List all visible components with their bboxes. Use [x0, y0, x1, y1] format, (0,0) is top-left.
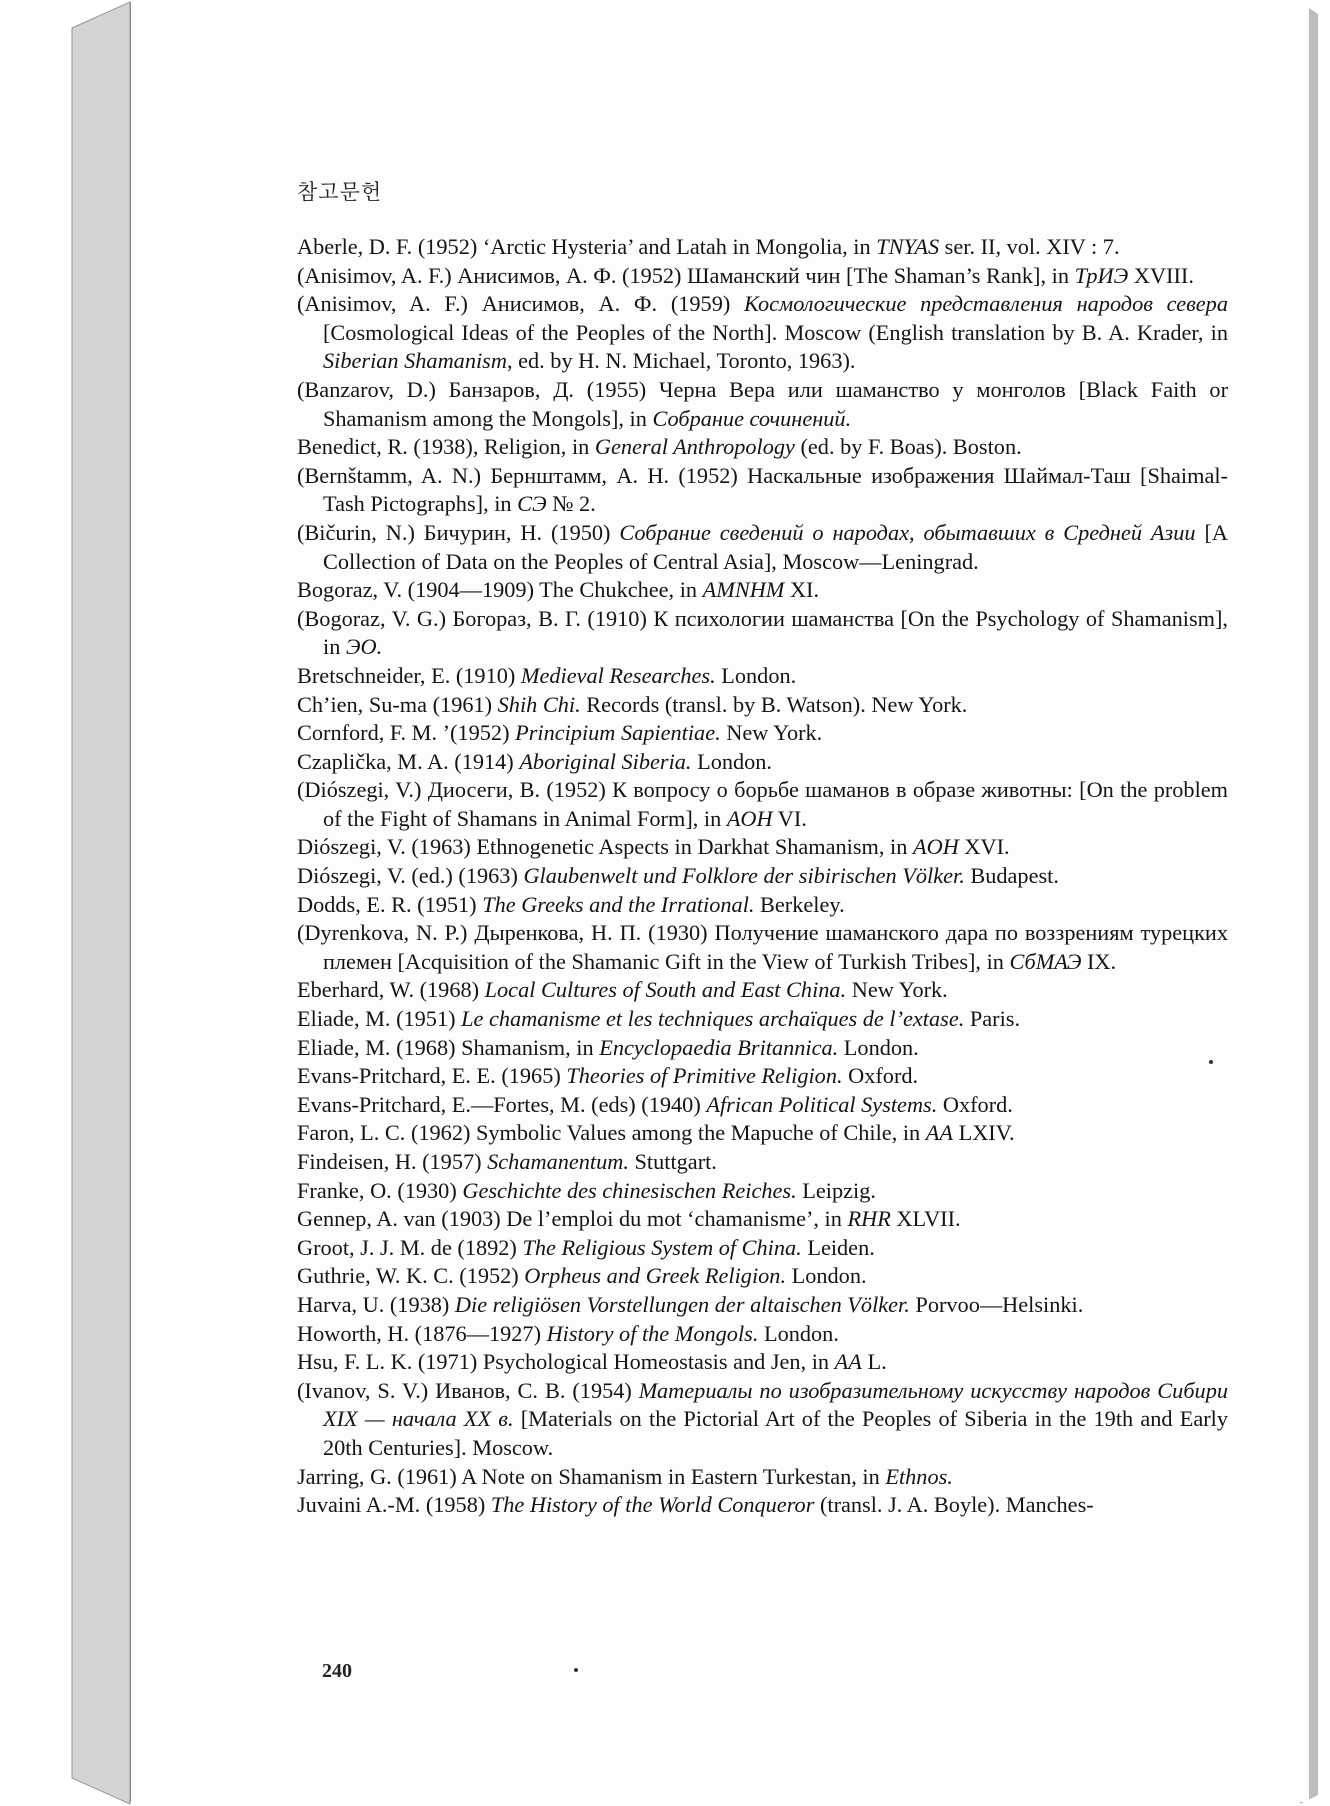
reference-entry: [297, 776, 1228, 833]
reference-text: Eliade, M. (1951): [297, 1006, 462, 1032]
reference-text: Records (transl. by B. Watson). New York.: [580, 691, 968, 717]
reference-text: XLVII.: [890, 1206, 961, 1232]
reference-title-italic: General Anthropology: [594, 434, 795, 460]
reference-text: New York.: [720, 720, 823, 746]
reference-text: Juvaini A.-M. (1958): [297, 1492, 491, 1518]
reference-list: [297, 233, 1228, 1520]
scan-speck: [574, 1668, 578, 1672]
reference-text: (ed. by F. Boas). Boston.: [794, 434, 1022, 460]
reference-text: Czaplička, M. A. (1914): [297, 748, 520, 774]
reference-text: Diószegi, V. (1963) Ethnogenetic Aspects in Darkhat Shamanism, in: [297, 834, 913, 860]
reference-entry: [297, 891, 1228, 920]
reference-text: London.: [691, 748, 773, 774]
reference-entry: [297, 1205, 1228, 1234]
reference-text: Ch’ien, Su-ma (1961): [297, 691, 498, 717]
reference-text: (Bičurin, N.) Бичурин, Н. (1950): [297, 519, 620, 545]
reference-text: Budapest.: [964, 863, 1059, 889]
reference-entry: [297, 262, 1228, 291]
reference-title-italic: Orpheus and Greek Religion.: [524, 1263, 787, 1289]
reference-title-italic: AOH: [726, 805, 773, 831]
reference-title-italic: Aboriginal Siberia.: [519, 748, 692, 774]
reference-text: № 2.: [546, 491, 596, 517]
reference-text: London.: [715, 662, 797, 688]
reference-title-italic: AA: [834, 1349, 862, 1375]
reference-entry: [297, 1234, 1228, 1263]
reference-text: Howorth, H. (1876—1927): [297, 1320, 547, 1346]
reference-entry: [297, 462, 1228, 519]
reference-text: Findeisen, H. (1957): [297, 1149, 488, 1174]
reference-text: Bogoraz, V. (1904—1909) The Chukchee, in: [297, 577, 703, 603]
reference-title-italic: African Political Systems.: [706, 1091, 938, 1117]
reference-title-italic: Principium Sapientiae.: [515, 720, 721, 746]
reference-entry: [297, 605, 1228, 662]
reference-entry: [297, 1377, 1228, 1463]
reference-text: Aberle, D. F. (1952) ‘Arctic Hysteria’ and Latah in Mongolia, in: [297, 234, 877, 259]
reference-entry: [297, 1348, 1228, 1377]
reference-text: Leiden.: [801, 1234, 875, 1260]
reference-text: Benedict, R. (1938), Religion, in: [297, 434, 595, 460]
reference-entry: [297, 662, 1228, 691]
reference-text: , ed. by H. N. Michael, Toronto, 1963).: [506, 348, 856, 374]
reference-title-italic: Local Cultures of South and East China.: [484, 977, 847, 1003]
reference-entry: [297, 691, 1228, 720]
reference-text: Oxford.: [937, 1091, 1013, 1117]
reference-title-italic: Космологические представления народов севера: [743, 291, 1228, 317]
reference-entry: [297, 1148, 1228, 1177]
reference-title-italic: Собрание сочинений.: [652, 405, 852, 431]
reference-text: London.: [786, 1263, 867, 1289]
reference-text: IX.: [1081, 948, 1117, 974]
reference-text: Porvoo—Helsinki.: [909, 1291, 1084, 1317]
reference-entry: [297, 833, 1228, 862]
reference-text: (Anisimov, A. F.) Анисимов, А. Ф. (1952) Шаманский чин [The Shaman’s Rank], in: [297, 262, 1075, 288]
reference-title-italic: Siberian Shamanism: [323, 348, 507, 374]
reference-entry: [297, 1463, 1228, 1492]
reference-title-italic: СЭ: [517, 491, 547, 517]
reference-entry: [297, 1005, 1228, 1034]
reference-title-italic: RHR: [847, 1206, 891, 1232]
reference-text: Bretschneider, E. (1910): [297, 662, 521, 688]
reference-entry: [297, 719, 1228, 748]
reference-entry: [297, 976, 1228, 1005]
reference-title-italic: The Greeks and the Irrational.: [482, 891, 755, 917]
reference-title-italic: СбМАЭ: [1009, 948, 1082, 974]
reference-title-italic: Geschichte des chinesischen Reiches.: [462, 1177, 797, 1203]
reference-entry: [297, 1177, 1228, 1206]
reference-text: (Dyrenkova, N. P.) Дыренкова, Н. П. (1930) Получение шаманского дара по воззрениям турецких племен [Acquisition of the Shamanic Gift in the View of Turkish Tribes], in: [297, 920, 1228, 974]
reference-title-italic: AOH: [912, 834, 959, 860]
reference-text: Evans-Pritchard, E.—Fortes, M. (eds) (1940): [297, 1091, 707, 1117]
page-number: 240: [322, 1660, 352, 1682]
reference-text: (Diószegi, V.) Диосеги, В. (1952) К вопросу о борьбе шаманов в образе животны: [On the problem of the Fight of Shamans in Animal Form], in: [297, 777, 1228, 831]
reference-title-italic: Le chamanisme et les techniques archaïques de l’extase.: [461, 1006, 965, 1032]
reference-title-italic: TNYAS: [876, 234, 940, 259]
reference-title-italic: The Religious System of China.: [522, 1234, 802, 1260]
reference-title-italic: Glaubenwelt und Folklore der sibirischen Völker.: [523, 863, 965, 889]
reference-title-italic: ЭО.: [345, 634, 383, 660]
reference-text: Paris.: [964, 1006, 1021, 1032]
reference-title-italic: Encyclopaedia Britannica.: [599, 1034, 839, 1060]
reference-text: Jarring, G. (1961) A Note on Shamanism in Eastern Turkestan, in: [297, 1463, 886, 1489]
reference-title-italic: Medieval Researches.: [520, 662, 716, 688]
reference-title-italic: ТрИЭ: [1074, 262, 1129, 288]
reference-text: [A Collection of Data on the Peoples of Central Asia], Moscow—Leningrad.: [323, 519, 1228, 574]
reference-entry: [297, 233, 1228, 262]
reference-text: Eberhard, W. (1968): [297, 977, 485, 1003]
reference-title-italic: The History of the World Conqueror: [490, 1492, 815, 1518]
reference-text: XVI.: [958, 834, 1010, 860]
reference-entry: [297, 433, 1228, 462]
reference-entry: [297, 376, 1228, 433]
reference-text: (transl. J. A. Boyle). Manches-: [814, 1492, 1094, 1518]
reference-text: LXIV.: [953, 1120, 1015, 1146]
reference-text: Diószegi, V. (ed.) (1963): [297, 863, 524, 889]
reference-text: (Bogoraz, V. G.) Богораз, В. Г. (1910) К психологии шаманства [On the Psychology of Shamanism], in: [297, 605, 1228, 660]
reference-title-italic: Shih Chi.: [497, 691, 581, 717]
reference-entry: [297, 1291, 1228, 1320]
reference-title-italic: Собрание сведений о народах, обытавших в Средней Азии: [619, 519, 1196, 545]
reference-entry: [297, 1262, 1228, 1291]
reference-text: [Materials on the Pictorial Art of the Peoples of Siberia in the 19th and Early 20th Centuries]. Moscow.: [323, 1406, 1229, 1460]
reference-entry: [297, 748, 1228, 777]
reference-text: ser. II, vol. XIV : 7.: [939, 234, 1120, 259]
reference-entry: [297, 1320, 1228, 1349]
scan-speck: [1209, 1060, 1213, 1064]
reference-title-italic: AA: [925, 1120, 954, 1146]
reference-entry: [297, 1491, 1228, 1520]
book-spine-edge: [72, 2, 130, 1804]
reference-text: Stuttgart.: [628, 1149, 717, 1174]
reference-text: (Bernštamm, A. N.) Бернштамм, А. Н. (1952) Наскальные изображения Шаймал-Таш [Shaimal-Tash Pictographs], in: [297, 462, 1228, 517]
reference-text: London.: [838, 1034, 919, 1060]
reference-text: VI.: [772, 805, 807, 831]
reference-text: (Banzarov, D.) Банзаров, Д. (1955) Черна Вера или шаманство у монголов [Black Faith or Shamanism among the Mongols], in: [297, 376, 1228, 431]
reference-text: London.: [758, 1320, 839, 1346]
reference-text: Franke, O. (1930): [297, 1177, 463, 1203]
reference-text: Oxford.: [842, 1063, 919, 1089]
reference-entry: [297, 919, 1228, 976]
reference-text: Faron, L. C. (1962) Symbolic Values among the Mapuche of Chile, in: [297, 1120, 926, 1146]
reference-entry: [297, 1119, 1228, 1148]
reference-text: (Anisimov, A. F.) Анисимов, А. Ф. (1959): [297, 291, 744, 317]
reference-text: New York.: [846, 977, 948, 1003]
reference-text: (Ivanov, S. V.) Иванов, С. В. (1954): [297, 1377, 639, 1403]
reference-entry: [297, 290, 1228, 376]
reference-text: XVIII.: [1128, 262, 1194, 288]
reference-text: Dodds, E. R. (1951): [297, 891, 483, 917]
reference-title-italic: Материалы по изобразительному искусству народов Сибири XIX — начала XX в.: [323, 1377, 1228, 1432]
reference-text: XI.: [784, 577, 820, 603]
reference-text: [Cosmological Ideas of the Peoples of the North]. Moscow (English translation by B. A. Krader, in: [323, 319, 1228, 345]
reference-title-italic: Theories of Primitive Religion.: [566, 1063, 843, 1089]
reference-text: Guthrie, W. K. C. (1952): [297, 1263, 525, 1289]
reference-entry: [297, 1091, 1228, 1120]
reference-text: Gennep, A. van (1903) De l’emploi du mot ‘chamanisme’, in: [297, 1206, 848, 1232]
reference-text: Evans-Pritchard, E. E. (1965): [297, 1063, 567, 1089]
reference-text: L.: [861, 1349, 887, 1375]
reference-text: Groot, J. J. M. de (1892): [297, 1234, 523, 1260]
reference-text: Eliade, M. (1968) Shamanism, in: [297, 1034, 600, 1060]
reference-entry: [297, 1034, 1228, 1063]
reference-title-italic: History of the Mongols.: [546, 1320, 759, 1346]
reference-entry: [297, 862, 1228, 891]
reference-text: Hsu, F. L. K. (1971) Psychological Homeostasis and Jen, in: [297, 1349, 835, 1375]
reference-text: Berkeley.: [754, 891, 845, 917]
reference-text: Leipzig.: [796, 1177, 876, 1203]
reference-entry: [297, 576, 1228, 605]
reference-title-italic: Schamanentum.: [487, 1149, 629, 1174]
reference-entry: [297, 519, 1228, 576]
reference-text: Harva, U. (1938): [297, 1291, 455, 1317]
section-heading: 참고문헌: [297, 180, 383, 204]
reference-title-italic: Die religiösen Vorstellungen der altaischen Völker.: [454, 1291, 910, 1317]
reference-title-italic: AMNHM: [702, 577, 785, 603]
reference-title-italic: Ethnos.: [885, 1463, 953, 1489]
reference-text: Cornford, F. M. ’(1952): [297, 720, 516, 746]
reference-entry: [297, 1062, 1228, 1091]
